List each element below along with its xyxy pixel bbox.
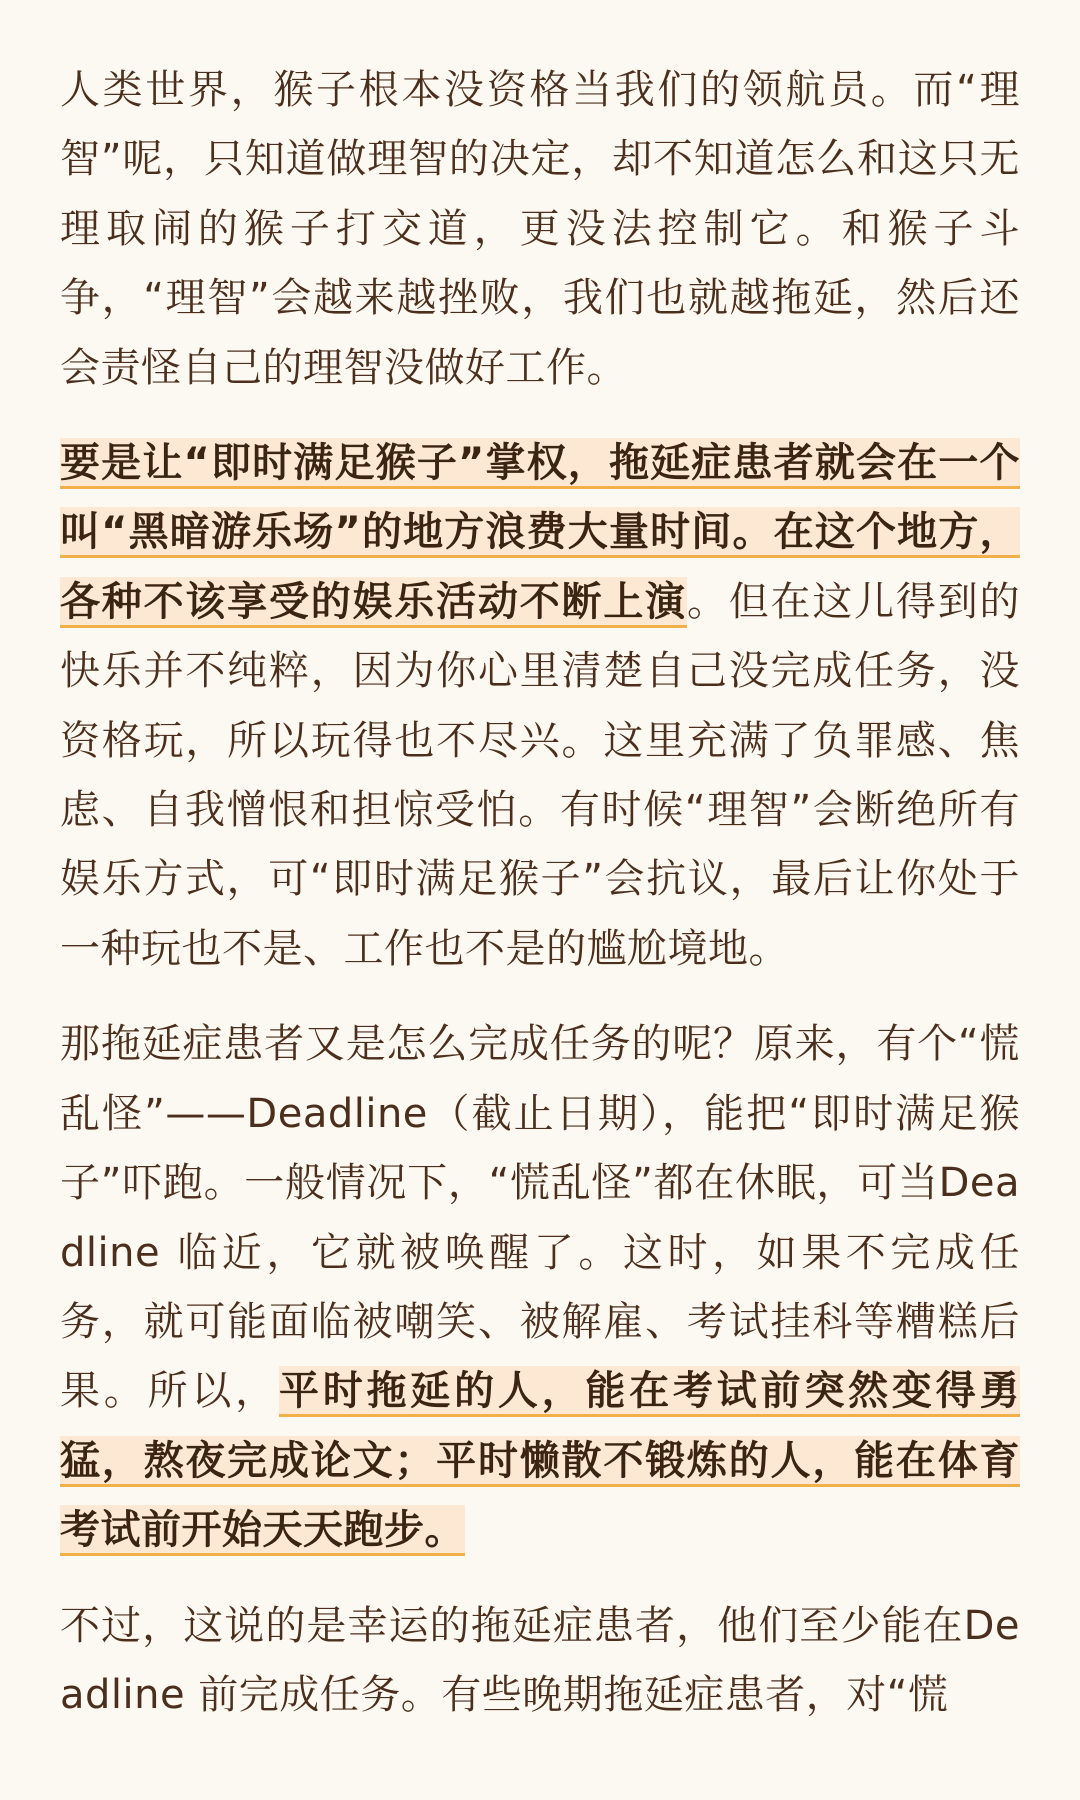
- paragraph-1-text: 人类世界，猴子根本没资格当我们的领航员。而“理智”呢，只知道做理智的决定，却不知道怎么和这只无理取闹的猴子打交道，更没法控制它。和猴子斗争，“理智”会越来越挫败，我们也就越拖延，然后还会责怪自己的理智没做好工作。: [60, 67, 1020, 391]
- paragraph-2-highlight: 要是让“即时满足猴子”掌权，拖延症患者就会在一个叫“黑暗游乐场”的地方浪费大量时间。在这个地方，各种不该享受的娱乐活动不断上演: [60, 438, 1020, 628]
- paragraph-3-highlight: 平时拖延的人，能在考试前突然变得勇猛，熬夜完成论文；平时懒散不锻炼的人，能在体育考试前开始天天跑步。: [60, 1366, 1020, 1556]
- paragraph-4: [60, 1592, 1020, 1731]
- paragraph-2-text: 。但在这儿得到的快乐并不纯粹，因为你心里清楚自己没完成任务，没资格玩，所以玩得也不尽兴。这里充满了负罪感、焦虑、自我憎恨和担惊受怕。有时候“理智”会断绝所有娱乐方式，可“即时满足猴子”会抗议，最后让你处于一种玩也不是、工作也不是的尴尬境地。: [60, 578, 1021, 972]
- paragraph-1: [60, 56, 1020, 403]
- paragraph-4-text: 不过，这说的是幸运的拖延症患者，他们至少能在Deadline 前完成任务。有些晚期拖延症患者，对“慌: [60, 1602, 1020, 1718]
- paragraph-3-text: 那拖延症患者又是怎么完成任务的呢？原来，有个“慌乱怪”——Deadline（截止日期），能把“即时满足猴子”吓跑。一般情况下，“慌乱怪”都在休眠，可当Deadline 临近，它就被唤醒了。这时，如果不完成任务，就可能面临被嘲笑、被解雇、考试挂科等糟糕后果。所以，: [60, 1021, 1020, 1415]
- paragraph-2: [60, 429, 1020, 984]
- paragraph-3: [60, 1010, 1020, 1565]
